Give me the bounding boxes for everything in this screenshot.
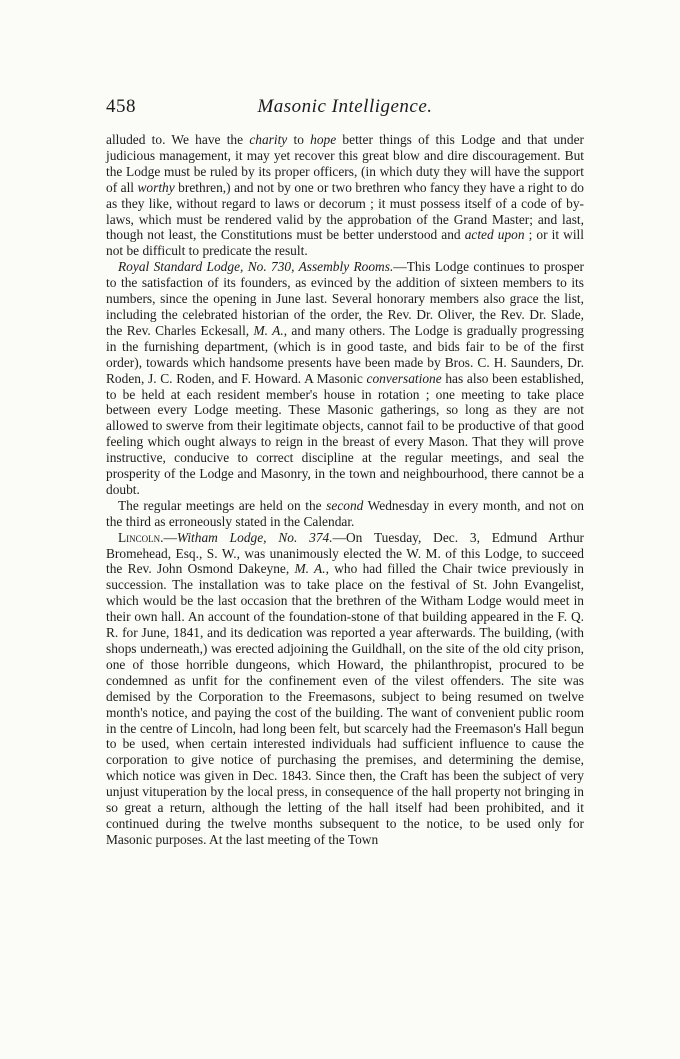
body-paragraph xyxy=(106,498,584,530)
text-run: The regular meetings are held on the xyxy=(118,497,327,513)
text-run: —On Tuesday, Dec. 3, Edmund Arthur Bromehead, Esq., S. W., was unanimously elected the W. M. of this Lodge, to succeed the Rev. John Osmond Dakeyne, xyxy=(106,529,584,577)
body-paragraph xyxy=(106,259,584,498)
text-run: better things of this Lodge and that under judicious management, it may yet recover this great blow and dire discouragement. But the Lodge must be ruled by its proper officers, (in which duty they will have the support of all xyxy=(106,132,584,195)
italic-text: worthy xyxy=(137,179,175,195)
text-run: to xyxy=(287,132,311,147)
book-page xyxy=(106,94,584,848)
italic-text: Witham Lodge, No. 374. xyxy=(176,529,333,545)
article-body xyxy=(106,132,584,848)
italic-text: second xyxy=(326,497,364,513)
running-title: Masonic Intelligence. xyxy=(257,96,433,117)
italic-text: acted upon xyxy=(464,227,525,243)
italic-text: Royal Standard Lodge, No. 730, Assembly Rooms. xyxy=(118,259,394,275)
text-run: , who had filled the Chair twice previously in succession. The installation was to take place on the festival of St. John Evangelist, which would be the last occasion that the brethren of the Witham Lodge would meet in their own hall. An account of the foundation-stone of that building appeared in the F. Q. R. for June, 1841, and its dedication was reported a year afterwards. The building, (with shops underneath,) was erected adjoining the Guildhall, on the site of the old city prison, one of those horrible dungeons, which Howard, the philanthropist, procured to be condemned as unfit for the confinement even of the vilest offenders. The site was demised by the Corporation to the Freemasons, subject to being resumed on twelve month's notice, and paying the cost of the building. The want of convenient public room in the centre of Lincoln, had long been felt, but scarcely had the Freemason's Hall begun to be used, when certain interested individuals had sufficient influence to cause the corporation to give notice of purchasing the premises, and determining the demise, which notice was given in Dec. 1843. Since then, the Craft has been the subject of very unjust vituperation by the local press, in consequence of the hall property not bringing in so great a return, although the letting of the hall itself had been prohibited, and it continued during the twelve months subsequent to the notice, to be used only for Masonic purposes. At the last meeting of the Town xyxy=(106,561,585,847)
body-paragraph xyxy=(106,530,584,848)
text-run: ; or it will not be difficult to predicate the result. xyxy=(106,227,584,259)
italic-text: M. A. xyxy=(294,561,326,577)
text-run: alluded to. We have the xyxy=(106,132,250,147)
body-paragraph xyxy=(106,132,584,259)
italic-text: hope xyxy=(310,132,337,147)
text-run: Wednesday in every month, and not on the third as erroneously stated in the Calendar. xyxy=(106,497,584,529)
small-caps-text: Lincoln. xyxy=(118,529,164,545)
italic-text: conversatione xyxy=(366,370,442,386)
text-run: — xyxy=(163,529,177,545)
italic-text: charity xyxy=(249,132,288,147)
text-run: brethren,) and not by one or two brethren who fancy they have a right to do as they like, without regard to laws or decorum ; it must possess itself of a code of by-laws, which must be rendered valid by the approbation of the Grand Master; and last, though not least, the Constitutions must be better understood and xyxy=(106,179,584,243)
running-head xyxy=(106,94,584,120)
page-number: 458 xyxy=(106,96,136,117)
italic-text: M. A. xyxy=(253,322,284,338)
text-run: has also been established, to be held at each resident member's house in rotation ; one meeting to take place between every Lodge meeting. These Masonic gatherings, so long as they are not allowed to swerve from their legitimate objects, cannot fail to be productive of that good feeling which ought always to reign in the breast of every Mason. That they will prove instructive, conducive to correct discipline at the regular meetings, and seal the prosperity of the Lodge and Masonry, in the town and neighbourhood, there cannot be a doubt. xyxy=(106,370,584,497)
text-run: , and many others. The Lodge is gradually progressing in the furnishing department, (which is in good taste, and bids fair to be of the first order), towards which handsome presents have been made by Bros. C. H. Saunders, Dr. Roden, J. C. Roden, and F. Howard. A Masonic xyxy=(106,322,584,386)
text-run: —This Lodge continues to prosper to the satisfaction of its founders, as evinced by the addition of sixteen members to its numbers, since the opening in June last. Several honorary members also grace the list, including the celebrated historian of the order, the Rev. Dr. Oliver, the Rev. Dr. Slade, the Rev. Charles Eckesall, xyxy=(106,259,584,338)
